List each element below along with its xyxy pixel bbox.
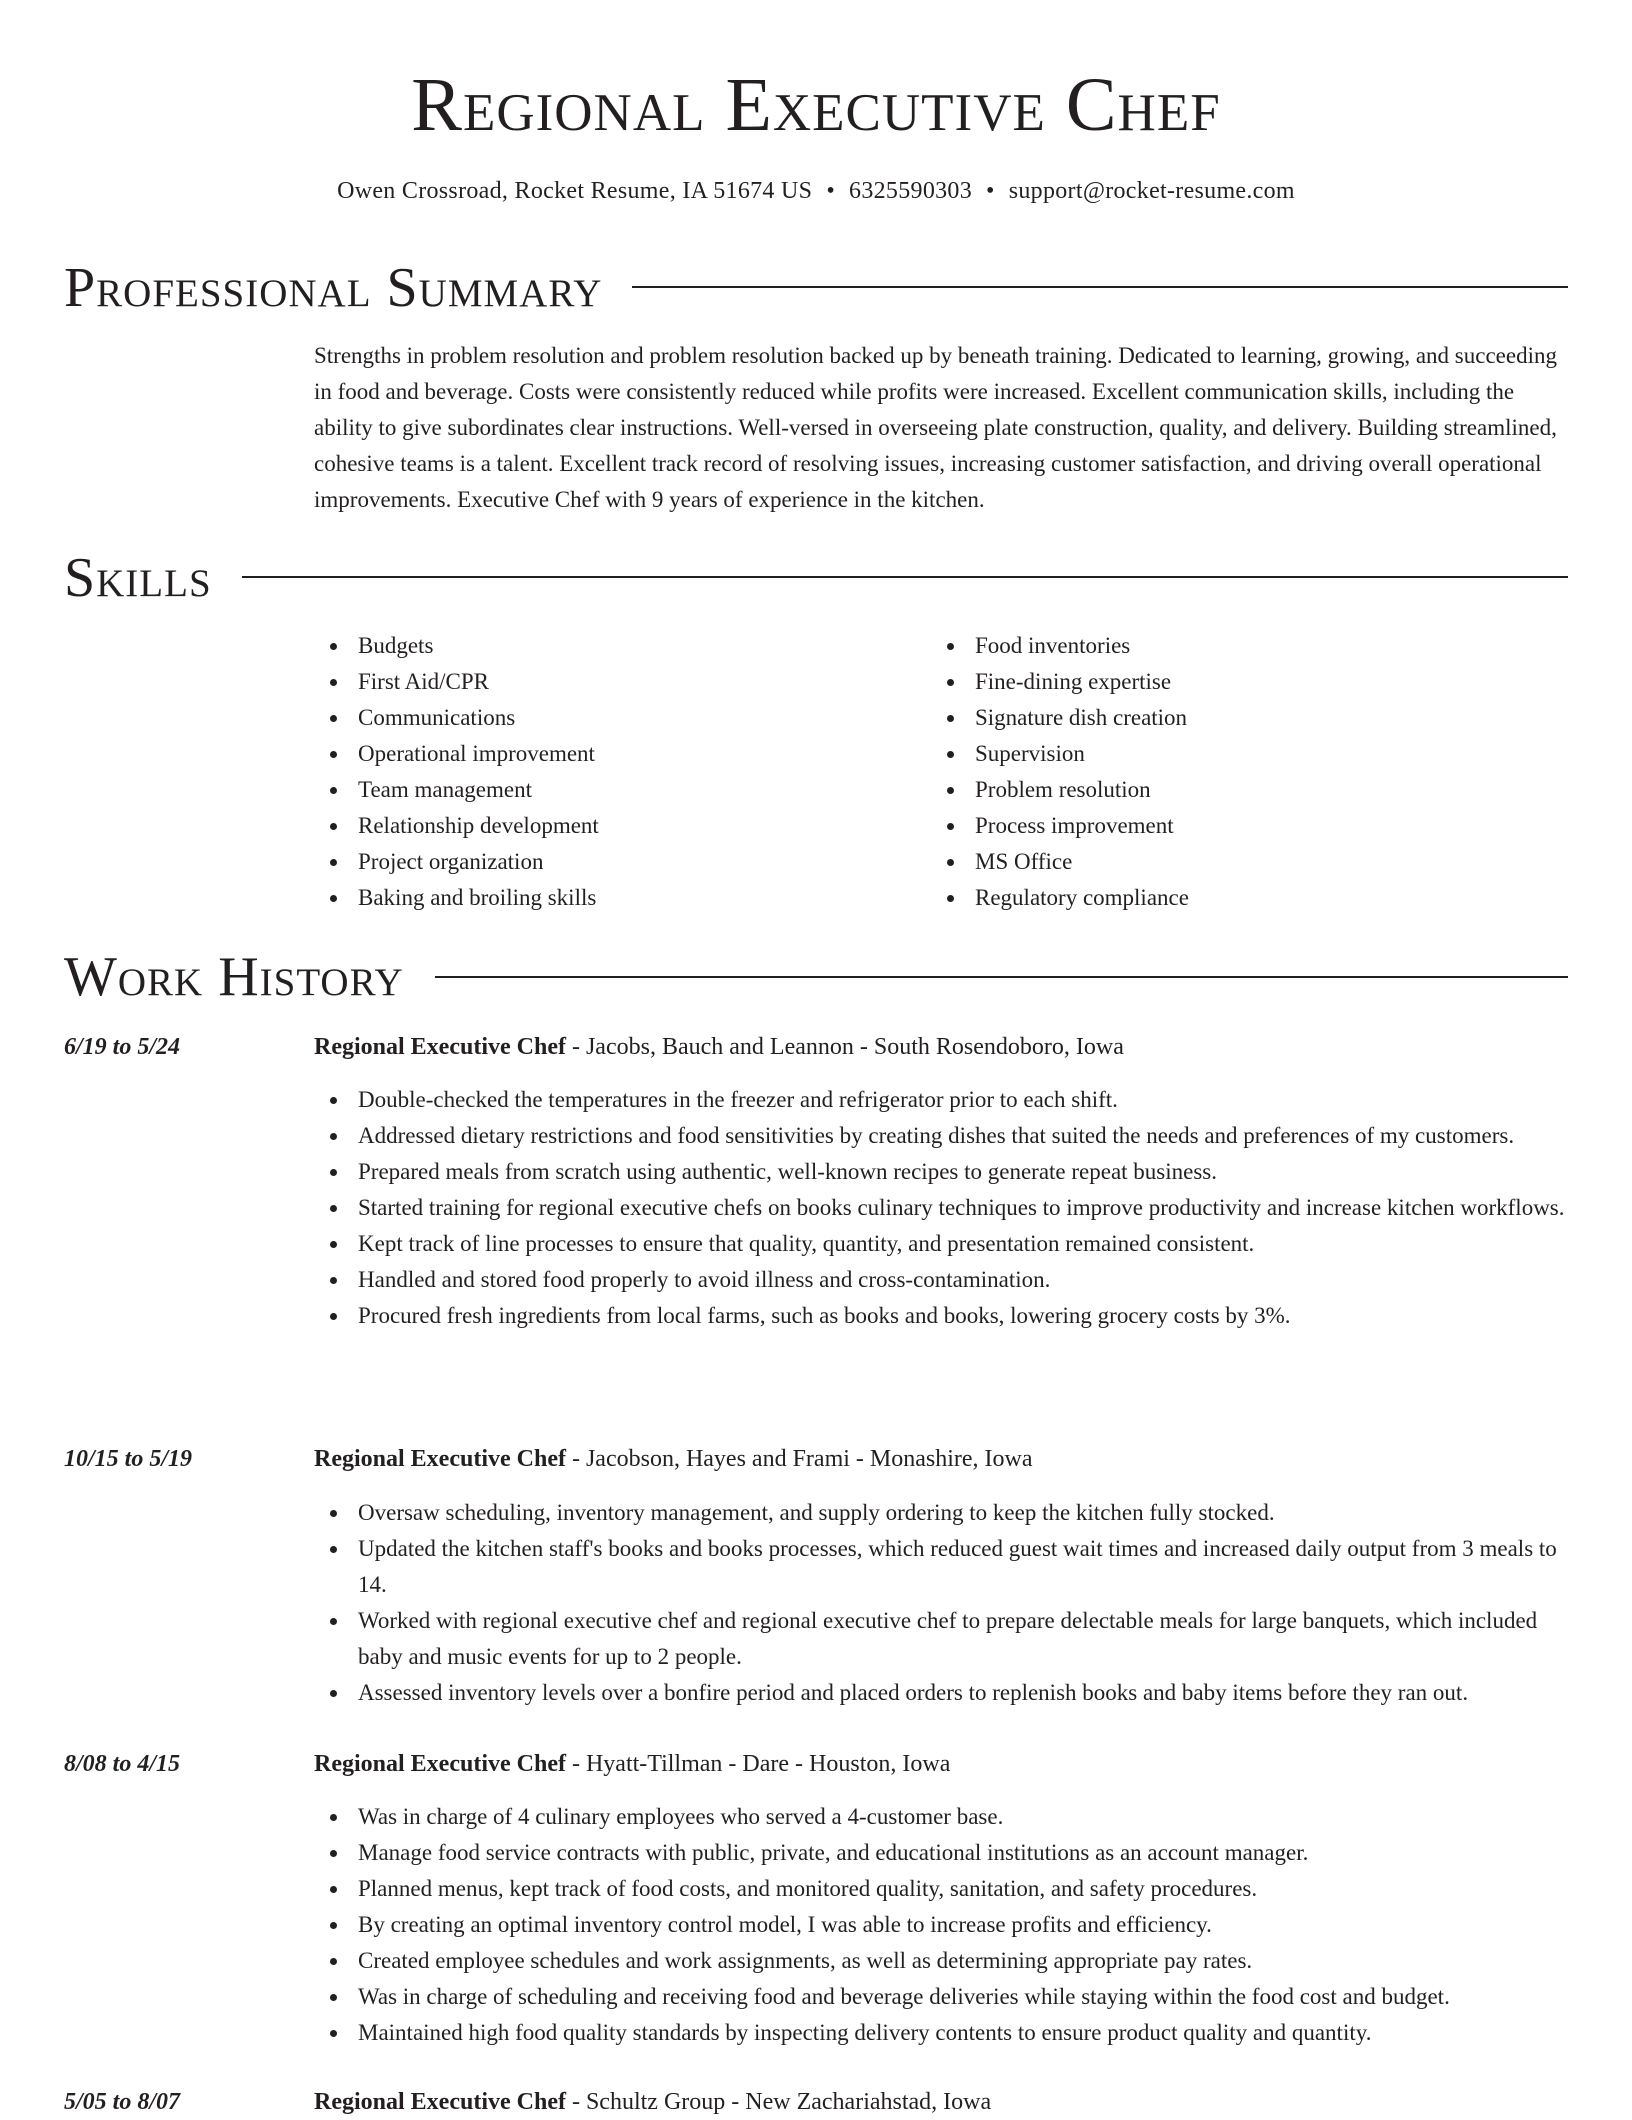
contact-separator: • (826, 178, 836, 204)
job-duty: Procured fresh ingredients from local farms, such as books and books, lowering grocery costs by 3%. (314, 1298, 1576, 1334)
job-employer-location: - Jacobson, Hayes and Frami - Monashire, Iowa (565, 1446, 1033, 1472)
work-history-divider (435, 976, 1568, 978)
skill-item: Relationship development (314, 808, 874, 844)
skill-item: Process improvement (931, 808, 1491, 844)
job-duty: Started training for regional executive chefs on books culinary techniques to improve productivity and increase kitchen workflows. (314, 1190, 1576, 1226)
contact-line (0, 174, 1632, 208)
summary-text: Strengths in problem resolution and problem resolution backed up by beneath training. Dedicated to learning, growing, and succeeding in food and beverage. Costs were consistently reduced while profits were increased. Excellent communication skills, including the ability to give subordinates clear instructions. Well-versed in overseeing plate construction, quality, and delivery. Building streamlined, cohesive teams is a talent. Excellent track record of resolving issues, increasing customer satisfaction, and driving overall operational improvements. Executive Chef with 9 years of experience in the kitchen. (314, 343, 1557, 512)
job-heading (314, 1746, 1576, 1782)
job-duty: Kept track of line processes to ensure that quality, quantity, and presentation remained consistent. (314, 1226, 1576, 1262)
skill-item: Communications (314, 700, 874, 736)
job-employer-location: - Jacobs, Bauch and Leannon - South Rosendoboro, Iowa (565, 1034, 1124, 1060)
job-dates: 5/05 to 8/07 (64, 2089, 181, 2115)
skill-item: Operational improvement (314, 736, 874, 772)
job-dates: 8/08 to 4/15 (64, 1751, 181, 1777)
skill-item: Signature dish creation (931, 700, 1491, 736)
job-duty: Manage food service contracts with public, private, and educational institutions as an account manager. (314, 1835, 1576, 1871)
job-duty: Oversaw scheduling, inventory management, and supply ordering to keep the kitchen fully stocked. (314, 1495, 1576, 1531)
job-duty: Assessed inventory levels over a bonfire period and placed orders to replenish books and baby items before they ran out. (314, 1675, 1576, 1711)
job-duty: Planned menus, kept track of food costs, and monitored quality, sanitation, and safety procedures. (314, 1871, 1576, 1907)
resume-name: Regional Executive Chef (411, 63, 1221, 147)
job-duties-list (314, 1082, 1576, 1334)
job-employer-location: - Schultz Group - New Zachariahstad, Iowa (565, 2089, 992, 2115)
job-duty: Addressed dietary restrictions and food sensitivities by creating dishes that suited the needs and preferences of my customers. (314, 1118, 1576, 1154)
job-title: Regional Executive Chef (314, 1751, 566, 1777)
job-heading (314, 1441, 1576, 1477)
skills-list-right (931, 628, 1491, 916)
contact-separator: • (986, 178, 995, 204)
job-duty: By creating an optimal inventory control model, I was able to increase profits and efficiency. (314, 1907, 1576, 1943)
skill-item: Regulatory compliance (931, 880, 1491, 916)
skill-item: Fine-dining expertise (931, 664, 1491, 700)
job-duty: Was in charge of 4 culinary employees who served a 4-customer base. (314, 1799, 1576, 1835)
contact-address: Owen Crossroad, Rocket Resume, IA 51674 US (337, 178, 813, 204)
job-duties-list (314, 1495, 1576, 1711)
job-dates: 6/19 to 5/24 (64, 1034, 181, 1060)
skills-divider (242, 576, 1568, 578)
job-duty: Double-checked the temperatures in the freezer and refrigerator prior to each shift. (314, 1082, 1576, 1118)
job-duties-list (314, 1799, 1576, 2051)
summary-divider (632, 286, 1568, 288)
skill-item: First Aid/CPR (314, 664, 874, 700)
job-title: Regional Executive Chef (314, 2089, 566, 2115)
contact-phone: 6325590303 (849, 178, 973, 204)
work-history-heading: Work History (64, 946, 404, 1008)
job-duty: Prepared meals from scratch using authentic, well-known recipes to generate repeat business. (314, 1154, 1576, 1190)
skill-item: Baking and broiling skills (314, 880, 874, 916)
job-heading (314, 1029, 1576, 1065)
skill-item: MS Office (931, 844, 1491, 880)
job-duty: Created employee schedules and work assignments, as well as determining appropriate pay rates. (314, 1943, 1576, 1979)
job-heading (314, 2084, 1576, 2120)
job-duty: Updated the kitchen staff's books and books processes, which reduced guest wait times and increased daily output from 3 meals to 14. (314, 1531, 1576, 1603)
skill-item: Budgets (314, 628, 874, 664)
summary-heading: Professional Summary (64, 257, 603, 319)
job-title: Regional Executive Chef (314, 1034, 566, 1060)
job-title: Regional Executive Chef (314, 1446, 566, 1472)
skill-item: Supervision (931, 736, 1491, 772)
skills-heading: Skills (64, 547, 212, 609)
job-employer-location: - Hyatt-Tillman - Dare - Houston, Iowa (565, 1751, 951, 1777)
job-duty: Maintained high food quality standards by inspecting delivery contents to ensure product quality and quantity. (314, 2015, 1576, 2051)
job-duty: Handled and stored food properly to avoid illness and cross-contamination. (314, 1262, 1576, 1298)
skill-item: Project organization (314, 844, 874, 880)
contact-email: support@rocket-resume.com (1008, 178, 1295, 204)
skill-item: Food inventories (931, 628, 1491, 664)
skill-item: Team management (314, 772, 874, 808)
skills-list-left (314, 628, 874, 916)
job-duty: Worked with regional executive chef and regional executive chef to prepare delectable meals for large banquets, which included baby and music events for up to 2 people. (314, 1603, 1576, 1675)
job-dates: 10/15 to 5/19 (64, 1446, 193, 1472)
job-duty: Was in charge of scheduling and receiving food and beverage deliveries while staying within the food cost and budget. (314, 1979, 1576, 2015)
skill-item: Problem resolution (931, 772, 1491, 808)
